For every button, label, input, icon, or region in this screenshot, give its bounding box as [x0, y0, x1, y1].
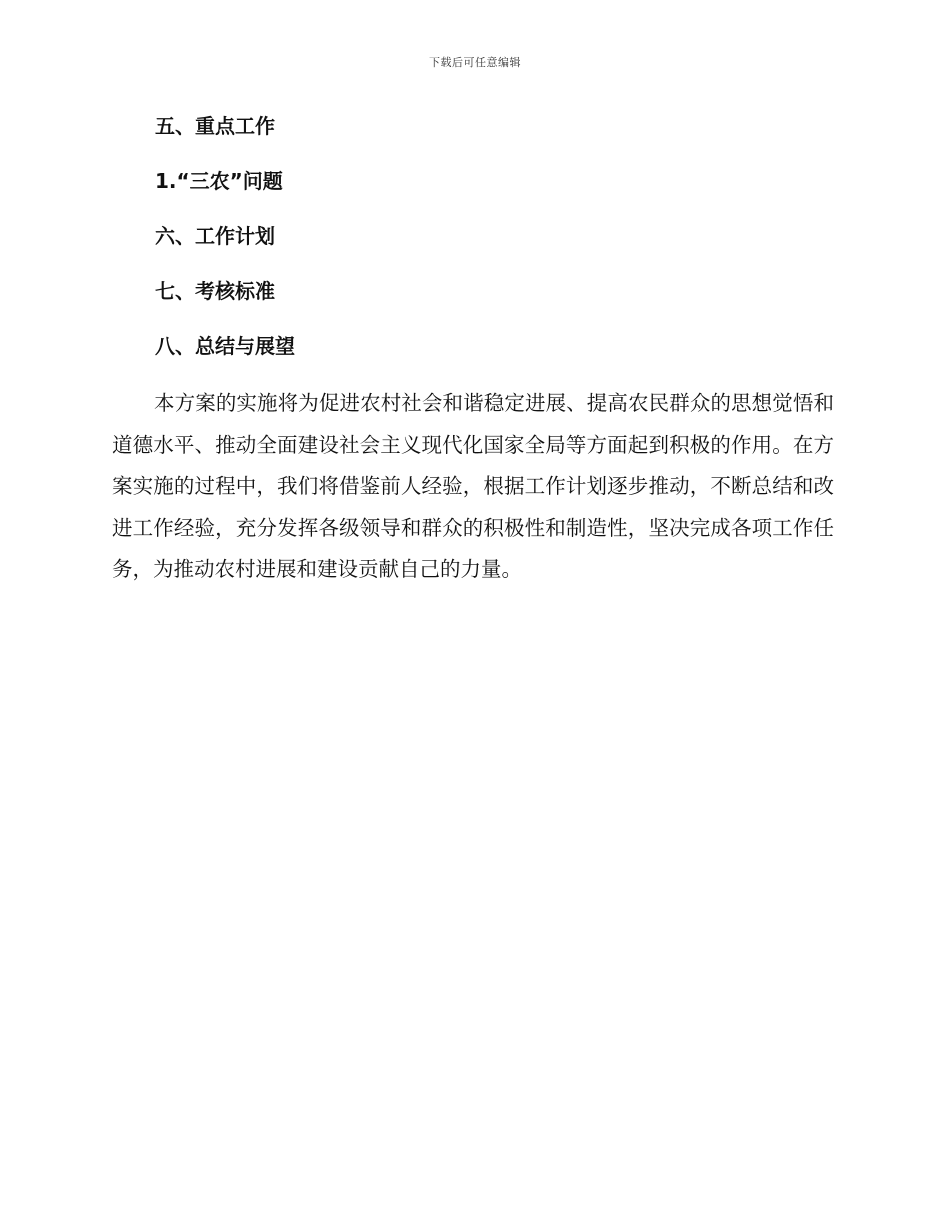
section-headings: [155, 110, 295, 385]
heading-assessment-standards: 七、考核标准: [155, 279, 275, 303]
heading-three-rural-issues: 1.“三农”问题: [155, 169, 283, 193]
heading-summary-outlook: 八、总结与展望: [155, 334, 295, 358]
heading-work-plan: 六、工作计划: [155, 224, 275, 248]
body-paragraph: 本方案的实施将为促进农村社会和谐稳定进展、提高农民群众的思想觉悟和道德水平、推动全面建设社会主义现代化国家全局等方面起到积极的作用。在方案实施的过程中，我们将借鉴前人经验，根据工作计划逐步推动，不断总结和改进工作经验，充分发挥各级领导和群众的积极性和制造性，坚决完成各项工作任务，为推动农村进展和建设贡献自己的力量。: [112, 391, 834, 581]
heading-key-work: 五、重点工作: [155, 114, 275, 138]
header-note: 下载后可任意编辑: [429, 56, 521, 69]
